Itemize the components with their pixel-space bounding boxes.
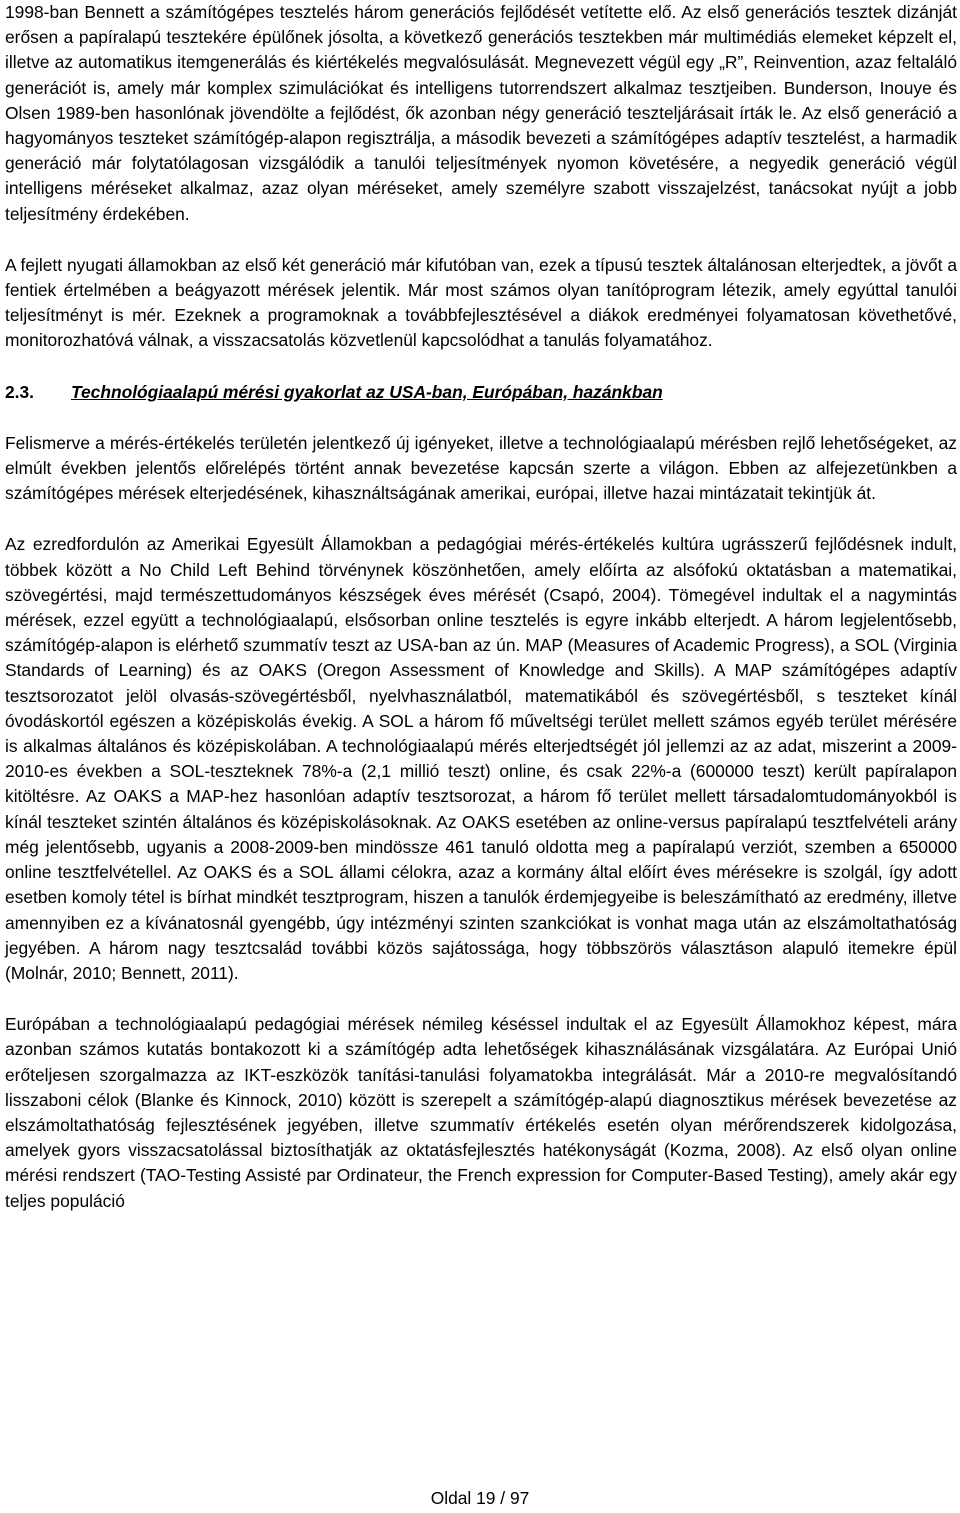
page-footer: Oldal 19 / 97 xyxy=(430,1488,530,1508)
paragraph-spacer xyxy=(5,354,957,380)
paragraph-spacer xyxy=(5,986,957,1012)
paragraph-spacer xyxy=(5,227,957,253)
paragraph-intro: Felismerve a mérés-értékelés területén jelentkező új igényeket, illetve a technológiaalapú mérésben rejlő lehetőségeket, az elmúlt években jelentős előrelépés történt annak bevezetése kapcsán szerte a világon. Ebben az alfejezetünkben a számítógépes mérések elterjedésének, kihasználtságának amerikai, európai, illetve hazai mintázatait tekintjük át. xyxy=(5,432,957,504)
section-title: Technológiaalapú mérési gyakorlat az USA-ban, Európában, hazánkban xyxy=(71,381,663,402)
paragraph-spacer xyxy=(5,405,957,431)
section-number: 2.3. xyxy=(5,381,35,402)
paragraph-europe: Európában a technológiaalapú pedagógiai mérések némileg késéssel indultak el az Egyesült Államokhoz képest, mára azonban számos kutatás bontakozott ki a számítógép adta lehetőségek kihasználásának vizsgálatára. Az Európai Unió erőteljesen szorgalmazza az IKT-eszközök tanítási-tanulási folyamatokba integrálását. Már a 2010-re megvalósítandó lisszaboni célok (Blanke és Kinnock, 2010) között is szerepelt a számítógép-alapú diagnosztikus mérések bevezetése az elszámoltathatóság fejlesztésének jegyében, illetve szummatív értékelés esetén olyan mérőrendszerek kidolgozása, amelyek gyors visszacsatolással biztosíthatják az oktatásfejlesztés hatékonyságát (Kozma, 2008). Az első olyan online mérési rendszert (TAO-Testing Assisté par Ordinateur, the French expression for Computer-Based Testing), amely akár egy teljes populáció xyxy=(5,1014,957,1211)
paragraph-usa: Az ezredfordulón az Amerikai Egyesült Államokban a pedagógiai mérés-értékelés kultúra ugrásszerű fejlődésnek indult, többek között a No Child Left Behind törvénynek köszönhetően, amely előírta az alsófokú oktatásban a matematikai, szövegértési, majd természettudományos készségek éves mérését (Csapó, 2004). Tömegével indultak el a nagymintás mérések, ezzel együtt a technológiaalapú, elsősorban online tesztelés is egyre inkább elterjedt. A három legjelentősebb, számítógép-alapon is elérhető szummatív teszt az USA-ban az ún. MAP (Measures of Academic Progress), a SOL (Virginia Standards of Learning) és az OAKS (Oregon Assessment of Knowledge and Skills). A MAP számítógépes adaptív tesztsorozatot jelöl olvasás-szövegértésből, nyelvhasználatból, matematikából és szövegértésből, s teszteket kínál óvodáskortól egészen a középiskolás évekig. A SOL a három fő műveltségi terület mellett számos egyéb terület mérésére is alkalmas általános és középiskolában. A technológiaalapú mérés elterjedtségét jól jellemzi az az adat, miszerint a 2009-2010-es években a SOL-teszteknek 78%-a (2,1 millió teszt) online, és csak 22%-a (600000 teszt) került papíralapon kitöltésre. Az OAKS a MAP-hez hasonlóan adaptív tesztsorozat, a három fő terület mellett társadalomtudományokból is kínál teszteket szintén általános és középiskolásoknak. Az OAKS esetében az online-versus papíralapú tesztfelvételi arány még jelentősebb, ugyanis a 2008-2009-ben mindössze 461 tanuló oldotta meg a papíralapú verziót, szemben a 650000 online tesztfelvétellel. Az OAKS és a SOL állami célokra, azaz a kormány által előírt éves mérésekre is szolgál, így adott esetben komoly tétel is bírhat mindkét tesztprogram, hiszen a tanulók érdemjegyeibe is beleszámítható az eredmény, illetve amennyiben ez a kívánatosnál gyengébb, úgy intézményi szinten szankciókat is vonhat maga után az elszámoltathatóság jegyében. A három nagy tesztcsalád további közös sajátossága, hogy többszörös választáson alapuló itemekre épül (Molnár, 2010; Bennett, 2011). xyxy=(5,534,957,983)
document-page xyxy=(5,0,957,1214)
section-heading xyxy=(5,380,957,405)
paragraph-bennett-generations: 1998-ban Bennett a számítógépes tesztelés három generációs fejlődését vetítette elő. Az első generációs tesztek dizánját erősen a papíralapú tesztekére épülőnek jósolta, a következő generációs tesztekben már multimédiás elemeket képzelt el, illetve az automatikus itemgenerálás és kiértékelés megvalósulását. Megnevezett végül egy „R”, Reinvention, azaz feltaláló generációt is, amely már komplex szimulációkat és intelligens tutorrendszert alkalmaz tesztjeiben. Bunderson, Inouye és Olsen 1989-ben hasonlónak jövendölte a fejlődést, ők azonban négy generáció teszteljárásait írták le. Az első generáció a hagyományos teszteket számítógép-alapon regisztrálja, a második bevezeti a számítógépes adaptív tesztelést, a harmadik generáció már folytatólagosan vizsgálódik a tanulói teljesítmények nyomon követésére, a negyedik generáció végül intelligens méréseket alkalmaz, azaz olyan méréseket, amely személyre szabott visszajelzést, tanácsokat nyújt a jobb teljesítmény érdekében. xyxy=(5,2,957,224)
paragraph-western-states: A fejlett nyugati államokban az első két generáció már kifutóban van, ezek a típusú tesztek általánosan elterjedtek, a jövőt a fentiek értelmében a beágyazott mérések jelentik. Már most számos olyan tanítóprogram létezik, amely egyúttal tanulói teljesítményt is mér. Ezeknek a programoknak a továbbfejlesztésével a diákok eredményei folyamatosan követhetővé, monitorozhatóvá válnak, a visszacsatolás közvetlenül kapcsolódhat a tanulás folyamatához. xyxy=(5,254,957,351)
paragraph-spacer xyxy=(5,506,957,532)
